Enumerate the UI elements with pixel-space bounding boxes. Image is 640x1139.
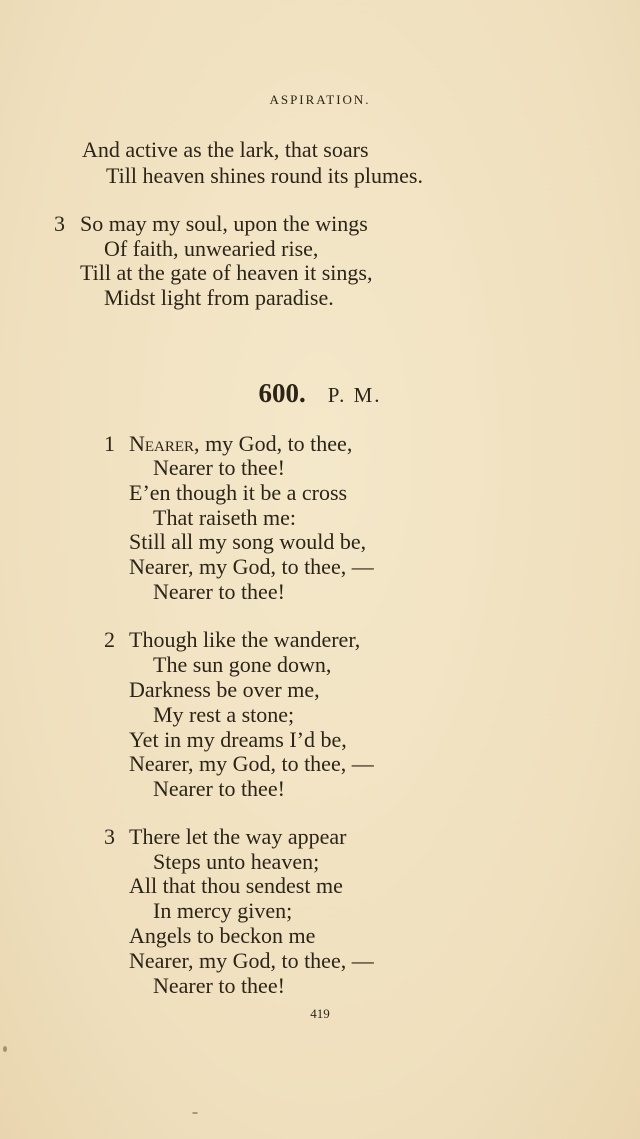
- verse-line: In mercy given;: [153, 898, 293, 923]
- hymn-number: 600.: [258, 378, 306, 408]
- verse-line: The sun gone down,: [153, 652, 332, 677]
- page-number: 419: [310, 1006, 330, 1021]
- verse-line: Till at the gate of heaven it sings,: [80, 260, 373, 285]
- stanza-number: 1: [104, 431, 115, 456]
- verse-line: Nearer to thee!: [153, 973, 285, 998]
- verse-line: Till heaven shines round its plumes.: [106, 163, 423, 188]
- running-head: ASPIRATION.: [269, 92, 371, 107]
- first-line-rest: my God, to thee,: [199, 431, 353, 456]
- verse-line: There let the way appear: [129, 824, 347, 849]
- verse-line: Nearer to thee!: [153, 455, 285, 480]
- verse-line: Nearer, my God, to thee, —: [129, 751, 374, 776]
- verse-line: Nearer, my God, to thee, —: [129, 554, 374, 579]
- verse-line: E’en though it be a cross: [129, 480, 348, 505]
- verse-line: Nearer to thee!: [153, 579, 285, 604]
- verse-line: So may my soul, upon the wings: [80, 211, 368, 236]
- verse-line: Yet in my dreams I’d be,: [129, 727, 347, 752]
- hymn-meter: P. M.: [327, 383, 382, 407]
- verse-line: Of faith, unwearied rise,: [104, 236, 319, 261]
- verse-line: My rest a stone;: [153, 702, 295, 727]
- verse-line: Angels to beckon me: [129, 923, 316, 948]
- verse-line: [129, 432, 352, 456]
- verse-line: That raiseth me:: [153, 505, 296, 530]
- first-word: Nearer,: [129, 431, 200, 456]
- paper-speck: [3, 1046, 7, 1052]
- verse-line: Nearer, my God, to thee, —: [129, 948, 374, 973]
- verse-line: Though like the wanderer,: [129, 627, 361, 652]
- stanza-number: 2: [104, 627, 115, 652]
- hymn-heading: [0, 378, 640, 409]
- verse-line: Darkness be over me,: [129, 677, 320, 702]
- verse-line: Steps unto heaven;: [153, 849, 320, 874]
- stanza-number: 3: [54, 211, 65, 236]
- stanza-number: 3: [104, 824, 115, 849]
- paper-speck: [192, 1112, 198, 1114]
- verse-line: Nearer to thee!: [153, 776, 285, 801]
- verse-line: All that thou sendest me: [129, 873, 343, 898]
- verse-line: And active as the lark, that soars: [82, 137, 369, 162]
- verse-line: Still all my song would be,: [129, 529, 367, 554]
- verse-line: Midst light from paradise.: [104, 285, 334, 310]
